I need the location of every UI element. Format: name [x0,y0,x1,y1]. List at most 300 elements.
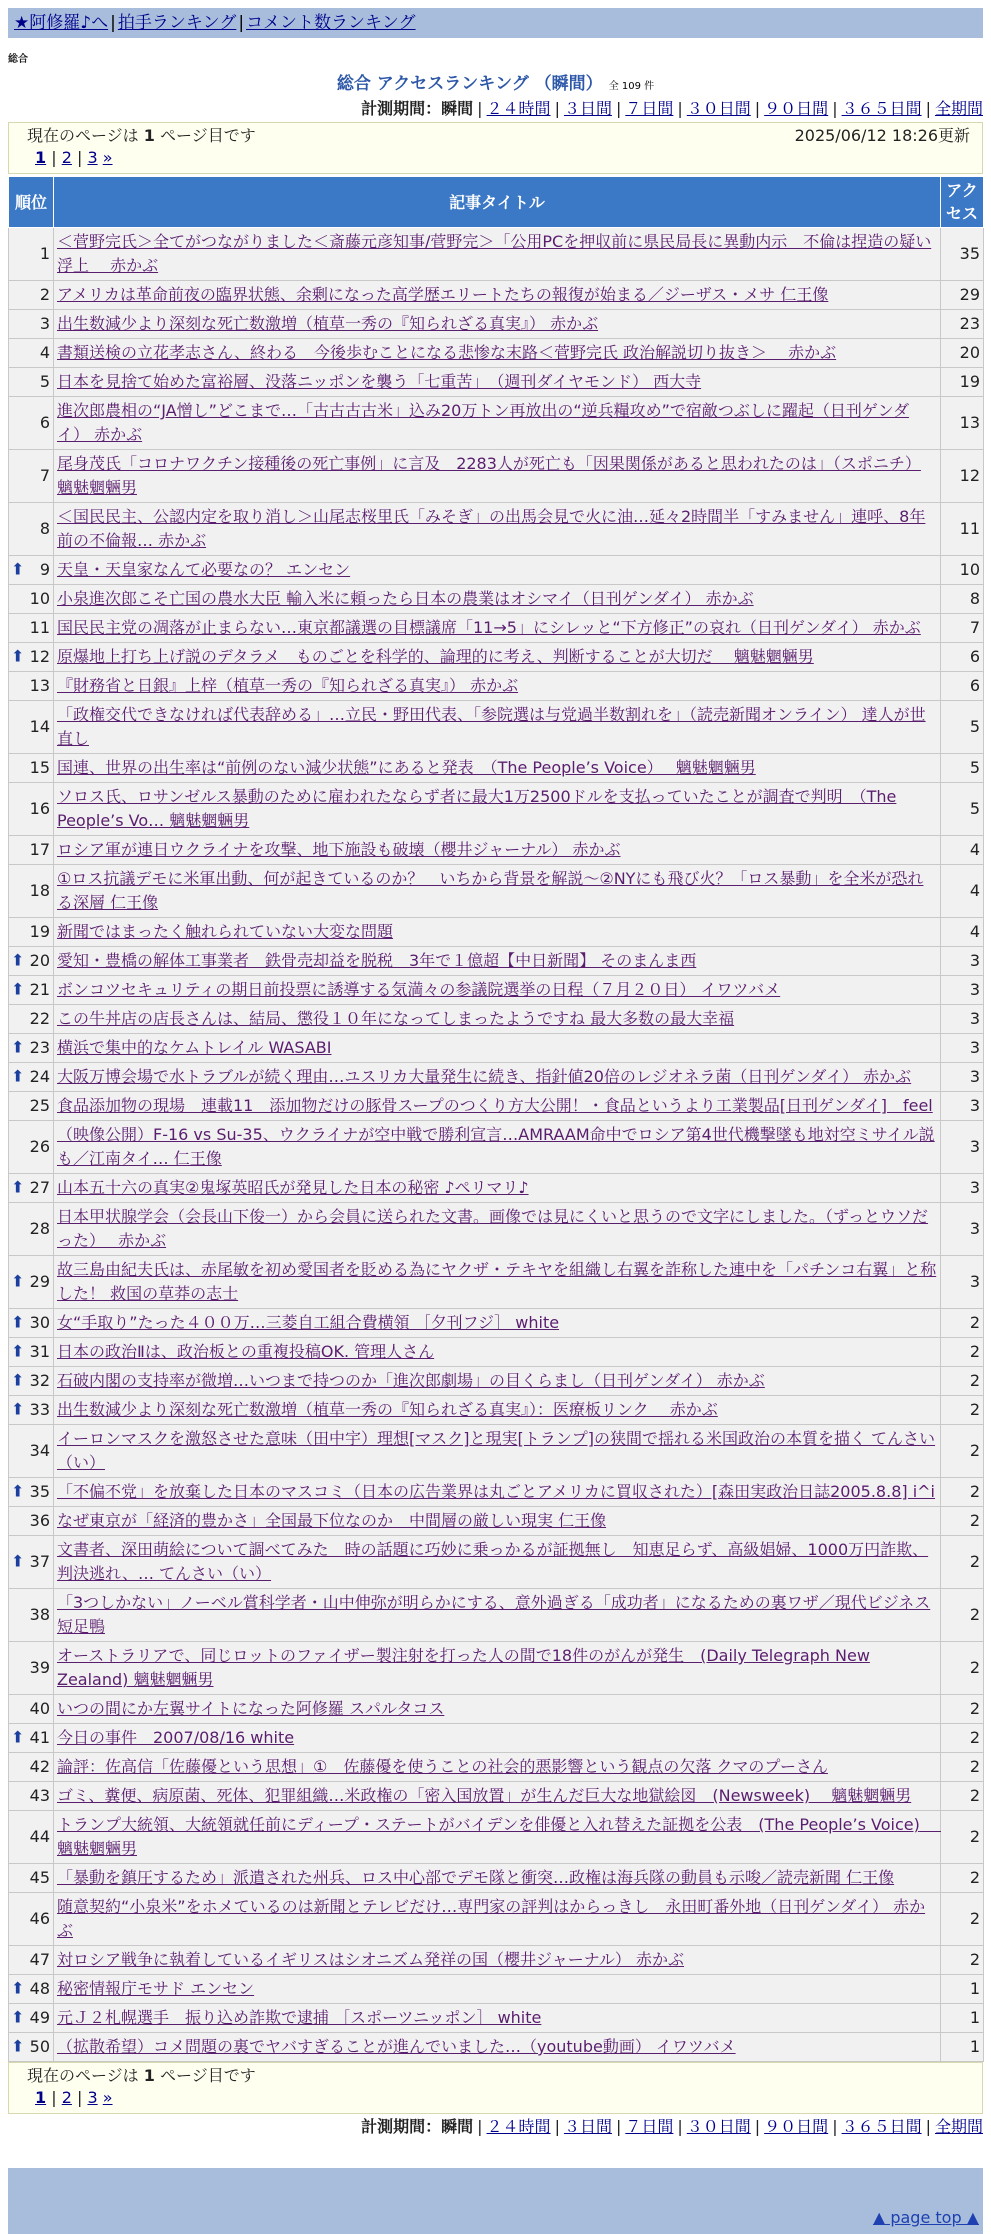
period-link[interactable]: ３日間 [563,99,612,118]
rank-cell [9,836,54,865]
period-separator: | [554,2117,560,2136]
article-link[interactable]: ボンコツセキュリティの期日前投票に誘導する気満々の参議院選挙の日程（７月２０日） イワツバメ [57,980,781,999]
article-link[interactable]: 書類送検の立花孝志さん、終わる 今後歩むことになる悲惨な末路＜菅野完氏 政治解説切り抜き＞ 赤かぶ [57,343,837,362]
rank-number: 35 [29,1482,50,1501]
period-separator: | [832,99,838,118]
rank-cell [9,1642,54,1695]
period-separator: | [477,99,483,118]
article-link[interactable]: ①ロス抗議デモに米軍出動、何が起きているのか？ いちから背景を解説〜②NYにも飛び火？「ロス暴動」を全米が恐れる深層 仁王像 [57,869,924,912]
table-row [9,701,984,754]
rank-cell [9,1695,54,1724]
rank-cell [9,1478,54,1507]
rank-number: 43 [29,1786,50,1805]
article-link[interactable]: なぜ東京が「経済的豊かさ」全国最下位なのか 中間層の厳しい現実 仁王像 [57,1511,607,1530]
page-link[interactable]: 2 [61,148,72,167]
pager-box [8,122,983,174]
rank-number: 19 [29,922,50,941]
page-title [0,72,991,96]
period-separator: | [677,2117,683,2136]
article-link[interactable]: 今日の事件 2007/08/16 white [57,1728,295,1747]
rank-number: 15 [29,758,50,777]
access-count: 2 [941,1782,984,1811]
table-row [9,1724,984,1753]
access-count: 2 [941,1396,984,1425]
title-cell [54,228,941,281]
page-top-bar [8,2202,983,2234]
table-row [9,947,984,976]
table-row [9,1005,984,1034]
rank-cell [9,1507,54,1536]
rank-number: 25 [29,1096,50,1115]
table-row [9,1174,984,1203]
page-link-current[interactable]: 1 [35,2088,47,2107]
access-column-header: アクセス [941,177,984,228]
article-link[interactable]: オーストラリアで、同じロットのファイザー製注射を打った人の間で18件のがんが発生 (Daily Telegraph New Zealand) 魑魅魍魎男 [57,1646,870,1689]
page-status [27,125,256,147]
page-separator: | [46,148,62,167]
access-count: 2 [941,1724,984,1753]
title-cell [54,1507,941,1536]
access-count: 1 [941,1975,984,2004]
table-row [9,1425,984,1478]
article-link[interactable]: 山本五十六の真実②鬼塚英昭氏が発見した日本の秘密 ♪ペリマリ♪ [57,1178,529,1197]
article-link[interactable]: 「不偏不党」を放棄した日本のマスコミ（日本の広告業界は丸ごとアメリカに買収された）[森田実政治日誌2005.8.8] i^i [57,1482,935,1501]
period-separator: | [925,99,931,118]
title-cell [54,585,941,614]
title-cell [54,2004,941,2033]
applause-ranking-link[interactable]: 拍手ランキング [117,13,237,33]
period-link[interactable]: ２４時間 [486,99,551,118]
access-count: 4 [941,918,984,947]
title-cell [54,1724,941,1753]
period-separator: | [554,99,560,118]
table-row [9,1256,984,1309]
title-cell [54,1975,941,2004]
page-status-suffix: ページ目です [160,126,256,145]
article-link[interactable]: 大阪万博会場で水トラブルが続く理由…ユスリカ大量発生に続き、指針値20倍のレジオネラ菌（日刊ゲンダイ） 赤かぶ [57,1067,912,1086]
period-link[interactable]: 全期間 [934,99,983,118]
rank-number: 29 [29,1272,50,1291]
rank-number: 12 [29,647,50,666]
title-cell [54,1063,941,1092]
table-row [9,1536,984,1589]
title-cell [54,754,941,783]
rank-cell [9,2004,54,2033]
rank-number: 31 [29,1342,50,1361]
rank-cell [9,1536,54,1589]
page-link-current[interactable]: 1 [35,148,47,167]
period-link[interactable]: ７日間 [625,99,674,118]
article-link[interactable]: 『財務省と日銀』上梓（植草一秀の『知られざる真実』） 赤かぶ [57,676,519,695]
table-row [9,1507,984,1536]
rank-number: 13 [29,676,50,695]
article-link[interactable]: 小泉進次郎こそ亡国の農水大臣 輸入米に頼ったら日本の農業はオシマイ（日刊ゲンダイ） 赤かぶ [57,589,754,608]
table-row [9,1034,984,1063]
next-page-link[interactable]: » [102,2088,113,2107]
table-row [9,1063,984,1092]
article-link[interactable]: ロシア軍が連日ウクライナを攻撃、地下施設も破壊（櫻井ジャーナル） 赤かぶ [57,840,621,859]
table-row [9,2033,984,2062]
title-cell [54,672,941,701]
access-count: 4 [941,865,984,918]
rank-number: 14 [29,717,50,736]
table-row [9,556,984,585]
article-link[interactable]: 国連、世界の出生率は“前例のない減少状態”にあると発表 （The People’s Voice） 魑魅魍魎男 [57,758,756,777]
rank-cell [9,1063,54,1092]
table-row [9,614,984,643]
rank-cell [9,281,54,310]
article-link[interactable]: 論評：佐高信「佐藤優という思想」① 佐藤優を使うことの社会的悪影響という観点の欠落 クマのプーさん [57,1757,828,1776]
article-link[interactable]: 故三島由紀夫氏は、赤尾敏を初め愛国者を貶める為にヤクザ・テキヤを組織し右翼を詐称した連中を「パチンコ右翼」と称した！ 救国の草莽の志士 [57,1260,937,1303]
up-arrow-icon: ⬆ [11,1177,25,1197]
article-link[interactable]: いつの間にか左翼サイトになった阿修羅 スパルタコス [57,1699,445,1718]
rank-cell [9,1203,54,1256]
title-cell [54,1425,941,1478]
period-link[interactable]: ７日間 [625,2117,674,2136]
title-cell [54,1309,941,1338]
table-row [9,1478,984,1507]
access-count: 2 [941,1695,984,1724]
page-link[interactable]: 3 [87,148,98,167]
period-link[interactable]: ３０日間 [686,99,751,118]
page-link[interactable]: 3 [87,2088,98,2107]
period-link[interactable]: 全期間 [934,2117,983,2136]
article-link[interactable]: 石破内閣の支持率が微増…いつまで持つのか「進次郎劇場」の目くらまし（日刊ゲンダイ） 赤かぶ [57,1371,765,1390]
access-count: 2 [941,1642,984,1695]
article-link[interactable]: 食品添加物の現場 連載11 添加物だけの豚骨スープのつくり方大公開！・食品というより工業製品[日刊ゲンダイ] feel [57,1096,933,1115]
rank-number: 1 [39,244,50,263]
article-link[interactable]: 天皇・天皇家なんて必要なの？ エンセン [57,560,351,579]
up-arrow-icon: ⬆ [11,1978,25,1998]
table-row [9,1121,984,1174]
rank-cell [9,1589,54,1642]
title-cell [54,976,941,1005]
nav-separator: | [110,13,116,33]
top-nav-bar [8,8,983,38]
rank-number: 45 [29,1868,50,1887]
rank-cell [9,1946,54,1975]
rank-number: 41 [29,1728,50,1747]
access-count: 2 [941,1753,984,1782]
rank-cell [9,450,54,503]
article-link[interactable]: 「政権交代できなければ代表辞める」…立民・野田代表、「参院選は与党過半数割れを」（読売新聞オンライン） 達人が世直し [57,705,926,748]
article-link[interactable]: 対ロシア戦争に執着しているイギリスはシオニズム発祥の国（櫻井ジャーナル） 赤かぶ [57,1950,685,1969]
access-count: 3 [941,1063,984,1092]
rank-number: 18 [29,881,50,900]
table-row [9,281,984,310]
article-link[interactable]: 横浜で集中的なケムトレイル WASABI [57,1038,332,1057]
title-cell [54,503,941,556]
table-row [9,228,984,281]
access-count: 4 [941,836,984,865]
rank-number: 37 [29,1552,50,1571]
rank-cell [9,643,54,672]
table-row [9,1695,984,1724]
period-link[interactable]: ２４時間 [486,2117,551,2136]
article-link[interactable]: 尾身茂氏「コロナワクチン接種後の死亡事例」に言及 2283人が死亡も「因果関係があると思われたのは」（スポニチ） 魑魅魍魎男 [57,454,921,497]
article-link[interactable]: 文書者、深田萌絵について調べてみた 時の話題に巧妙に乗っかるが証拠無し 知恵足らず、高級娼婦、1000万円詐欺、判決逃れ、… てんさい（い） [57,1540,929,1583]
rank-number: 44 [29,1827,50,1846]
up-arrow-icon: ⬆ [11,559,25,579]
table-row [9,450,984,503]
rank-number: 22 [29,1009,50,1028]
page-status [27,2065,256,2087]
access-count: 2 [941,1589,984,1642]
rank-cell [9,1005,54,1034]
up-arrow-icon: ⬆ [11,2036,25,2056]
table-header-row [9,177,984,228]
table-row [9,1309,984,1338]
rank-number: 9 [39,560,50,579]
rank-cell [9,672,54,701]
title-cell [54,310,941,339]
access-count: 2 [941,1864,984,1893]
title-column-header: 記事タイトル [54,177,941,228]
next-page-link[interactable]: » [102,148,113,167]
rank-cell [9,1753,54,1782]
period-link[interactable]: ３０日間 [686,2117,751,2136]
access-count: 13 [941,397,984,450]
table-row [9,310,984,339]
rank-cell [9,339,54,368]
table-row [9,836,984,865]
title-cell [54,1005,941,1034]
page-status-suffix: ページ目です [160,2066,256,2085]
rank-number: 34 [29,1441,50,1460]
title-cell [54,1256,941,1309]
access-count: 3 [941,947,984,976]
rank-number: 10 [29,589,50,608]
article-link[interactable]: 新聞ではまったく触れられていない大変な問題 [57,922,394,941]
up-arrow-icon: ⬆ [11,1341,25,1361]
page-status-number: 1 [143,2066,155,2085]
article-link[interactable]: 出生数減少より深刻な死亡数激増（植草一秀の『知られざる真実』）：医療板リンク 赤かぶ [57,1400,718,1419]
article-link[interactable]: 日本甲状腺学会（会長山下俊一）から会員に送られた文書。画像では見にくいと思うので文字にしました。（ずっとウソだった） 赤かぶ [57,1207,929,1250]
up-arrow-icon: ⬆ [11,1037,25,1057]
rank-cell [9,1811,54,1864]
rank-cell [9,1396,54,1425]
table-row [9,754,984,783]
period-separator: | [754,99,761,118]
article-link[interactable]: ソロス氏、ロサンゼルス暴動のために雇われたならず者に最大1万2500ドルを支払っていたことが調査で判明 （The People’s Vo… 魑魅魍魎男 [57,787,897,830]
up-arrow-icon: ⬆ [11,646,25,666]
title-cell [54,1338,941,1367]
access-count: 10 [941,556,984,585]
pagination [27,147,970,169]
rank-number: 21 [29,980,50,999]
rank-cell [9,1782,54,1811]
period-selector [0,96,991,122]
title-cell [54,614,941,643]
article-link[interactable]: ゴミ、糞便、病原菌、死体、犯罪組織…米政権の「密入国放置」が生んだ巨大な地獄絵図 (Newsweek) 魑魅魍魎男 [57,1786,912,1805]
access-count: 20 [941,339,984,368]
access-count: 2 [941,1811,984,1864]
access-count: 3 [941,976,984,1005]
access-count: 3 [941,1034,984,1063]
article-link[interactable]: 元Ｊ２札幌選手 振り込め詐欺で逮捕 ［スポーツニッポン］ white [57,2008,542,2027]
home-link[interactable]: ★阿修羅♪へ [14,13,109,33]
period-separator: | [832,2117,838,2136]
article-link[interactable]: 出生数減少より深刻な死亡数激増（植草一秀の『知られざる真実』） 赤かぶ [57,314,599,333]
rank-number: 40 [29,1699,50,1718]
rank-number: 20 [29,951,50,970]
rank-number: 47 [29,1950,50,1969]
rank-number: 48 [29,1979,50,1998]
up-arrow-icon: ⬆ [11,1727,25,1747]
period-label: 計測期間： [361,2117,442,2136]
table-row [9,397,984,450]
title-cell [54,643,941,672]
article-link[interactable]: 「3つしかない」ノーベル賞科学者・山中伸弥が明らかにする、意外過ぎる「成功者」になるための裏ワザ／現代ビジネス 短足鴨 [57,1593,931,1636]
title-cell [54,339,941,368]
access-count: 5 [941,701,984,754]
page-link[interactable]: 2 [61,2088,72,2107]
period-current: 瞬間 [441,2117,474,2136]
rank-number: 17 [29,840,50,859]
table-row [9,1396,984,1425]
title-cell [54,1589,941,1642]
period-link[interactable]: ３日間 [563,2117,612,2136]
article-link[interactable]: 日本を見捨て始めた富裕層、没落ニッポンを襲う「七重苦」 （週刊ダイヤモンド） 西大寺 [57,372,702,391]
title-cell [54,556,941,585]
article-link[interactable]: ＜国民民主、公認内定を取り消し＞山尾志桜里氏「みそぎ」の出馬会見で火に油…延々2時間半「すみません」連呼、8年前の不倫報… 赤かぶ [57,507,926,550]
access-count: 12 [941,450,984,503]
table-row [9,1642,984,1695]
article-link[interactable]: （映像公開）F-16 vs Su-35、ウクライナが空中戦で勝利宣言…AMRAAM命中でロシア第4世代機撃墜も地対空ミサイル説も／江南タイ… 仁王像 [57,1125,935,1168]
table-row [9,672,984,701]
rank-cell [9,1893,54,1946]
category-label: 総合 [8,54,28,65]
table-row [9,976,984,1005]
rank-cell [9,614,54,643]
footer-bar [8,2168,983,2202]
period-separator: | [677,99,683,118]
title-cell [54,1478,941,1507]
rank-cell [9,228,54,281]
rank-number: 3 [39,314,50,333]
access-count: 3 [941,1092,984,1121]
period-separator: | [925,2117,931,2136]
rank-cell [9,1174,54,1203]
article-link[interactable]: 秘密情報庁モサド エンセン [57,1979,255,1998]
page-top-link[interactable]: ▲ page top ▲ [872,2208,979,2227]
article-link[interactable]: この牛丼店の店長さんは、結局、懲役１０年になってしまったようですね 最大多数の最大幸福 [57,1009,735,1028]
access-count: 8 [941,585,984,614]
rank-number: 5 [39,372,50,391]
access-count: 35 [941,228,984,281]
article-link[interactable]: （拡散希望）コメ問題の裏でヤバすぎることが進んでいました…（youtube動画） イワツバメ [57,2037,736,2056]
rank-cell [9,1121,54,1174]
article-link[interactable]: トランプ大統領、大統領就任前にディープ・ステートがバイデンを俳優と入れ替えた証拠を公表 (The People’s Voice) 魑魅魍魎男 [57,1815,941,1858]
table-row [9,1589,984,1642]
rank-cell [9,865,54,918]
rank-number: 49 [29,2008,50,2027]
rank-number: 6 [39,413,50,432]
rank-column-header: 順位 [9,177,54,228]
access-count: 1 [941,2033,984,2062]
title-cell [54,368,941,397]
rank-number: 4 [39,343,50,362]
title-cell [54,1753,941,1782]
rank-number: 8 [39,519,50,538]
rank-number: 36 [29,1511,50,1530]
rank-cell [9,1425,54,1478]
period-separator: | [615,2117,622,2136]
rank-number: 23 [29,1038,50,1057]
table-row [9,1975,984,2004]
access-count: 2 [941,1536,984,1589]
access-count: 1 [941,2004,984,2033]
access-count: 5 [941,783,984,836]
rank-number: 38 [29,1605,50,1624]
title-cell [54,947,941,976]
title-cell [54,2033,941,2062]
article-link[interactable]: 進次郎農相の“JA憎し”どこまで…「古古古古米」込み20万トン再放出の“逆兵糧攻め”で宿敵つぶしに躍起（日刊ゲンダイ） 赤かぶ [57,401,909,444]
comment-ranking-link[interactable]: コメント数ランキング [246,13,416,33]
table-row [9,783,984,836]
title-cell [54,1811,941,1864]
rank-number: 24 [29,1067,50,1086]
article-link[interactable]: 女“手取り”たった４００万…三菱自工組合費横領 ［夕刊フジ］ white [57,1313,560,1332]
period-link[interactable]: ３６５日間 [841,99,922,118]
pager-status-row [27,125,970,147]
rank-cell [9,918,54,947]
period-label: 計測期間： [361,99,442,118]
article-link[interactable]: ＜菅野完氏＞全てがつながりました＜斎藤元彦知事/菅野完＞「公用PCを押収前に県民局長に異動内示 不倫は捏造の疑い浮上 赤かぶ [57,232,932,275]
period-link[interactable]: ３６５日間 [841,2117,922,2136]
article-link[interactable]: 国民民主党の凋落が止まらない…東京都議選の目標議席「11→5」にシレッと“下方修正”の哀れ（日刊ゲンダイ） 赤かぶ [57,618,921,637]
article-link[interactable]: 「暴動を鎮圧するため」派遣された州兵、ロス中心部でデモ隊と衝突…政権は海兵隊の動員も示唆／読売新聞 仁王像 [57,1868,895,1887]
article-link[interactable]: アメリカは革命前夜の臨界状態、余剰になった高学歴エリートたちの報復が始まる／ジーザス・メサ 仁王像 [57,285,829,304]
rank-cell [9,1367,54,1396]
rank-cell [9,1864,54,1893]
page-separator: | [71,2088,88,2107]
period-link[interactable]: ９０日間 [764,2117,829,2136]
access-count: 2 [941,1507,984,1536]
period-current: 瞬間 [441,99,474,118]
period-selector-bottom [0,2114,991,2140]
table-row [9,643,984,672]
article-link[interactable]: 随意契約“小泉米”をホメているのは新聞とテレビだけ…専門家の評判はからっきし 永田町番外地（日刊ゲンダイ） 赤かぶ [57,1897,926,1940]
nav-separator: | [238,13,245,33]
pager-status-row [27,2065,970,2087]
rank-cell [9,1256,54,1309]
period-link[interactable]: ９０日間 [764,99,829,118]
rank-cell [9,701,54,754]
updated-timestamp: 2025/06/12 18:26更新 [794,126,970,145]
rank-cell [9,1724,54,1753]
access-count: 2 [941,1309,984,1338]
rank-cell [9,1034,54,1063]
pagination [27,2087,970,2109]
rank-number: 50 [29,2037,50,2056]
access-count: 3 [941,1256,984,1309]
title-cell [54,1092,941,1121]
article-link[interactable]: イーロンマスクを激怒させた意味（田中宇）理想[マスク]と現実[トランプ]の狭間で揺れる米国政治の本質を描く てんさい（い） [57,1429,936,1472]
article-link[interactable]: 愛知・豊橋の解体工事業者 鉄骨売却益を脱税 3年で１億超【中日新聞】 そのまんま西 [57,951,697,970]
rank-number: 11 [29,618,50,637]
article-link[interactable]: 日本の政治Ⅱは、政治板との重複投稿OK. 管理人さん [57,1342,435,1361]
article-link[interactable]: 原爆地上打ち上げ説のデタラメ ものごとを科学的、論理的に考え、判断することが大切だ 魑魅魍魎男 [57,647,814,666]
title-cell [54,1642,941,1695]
up-arrow-icon: ⬆ [11,2007,25,2027]
period-separator: | [477,2117,483,2136]
pager-box-bottom [8,2062,983,2114]
title-cell [54,1121,941,1174]
table-row [9,585,984,614]
up-arrow-icon: ⬆ [11,1370,25,1390]
title-cell [54,1864,941,1893]
